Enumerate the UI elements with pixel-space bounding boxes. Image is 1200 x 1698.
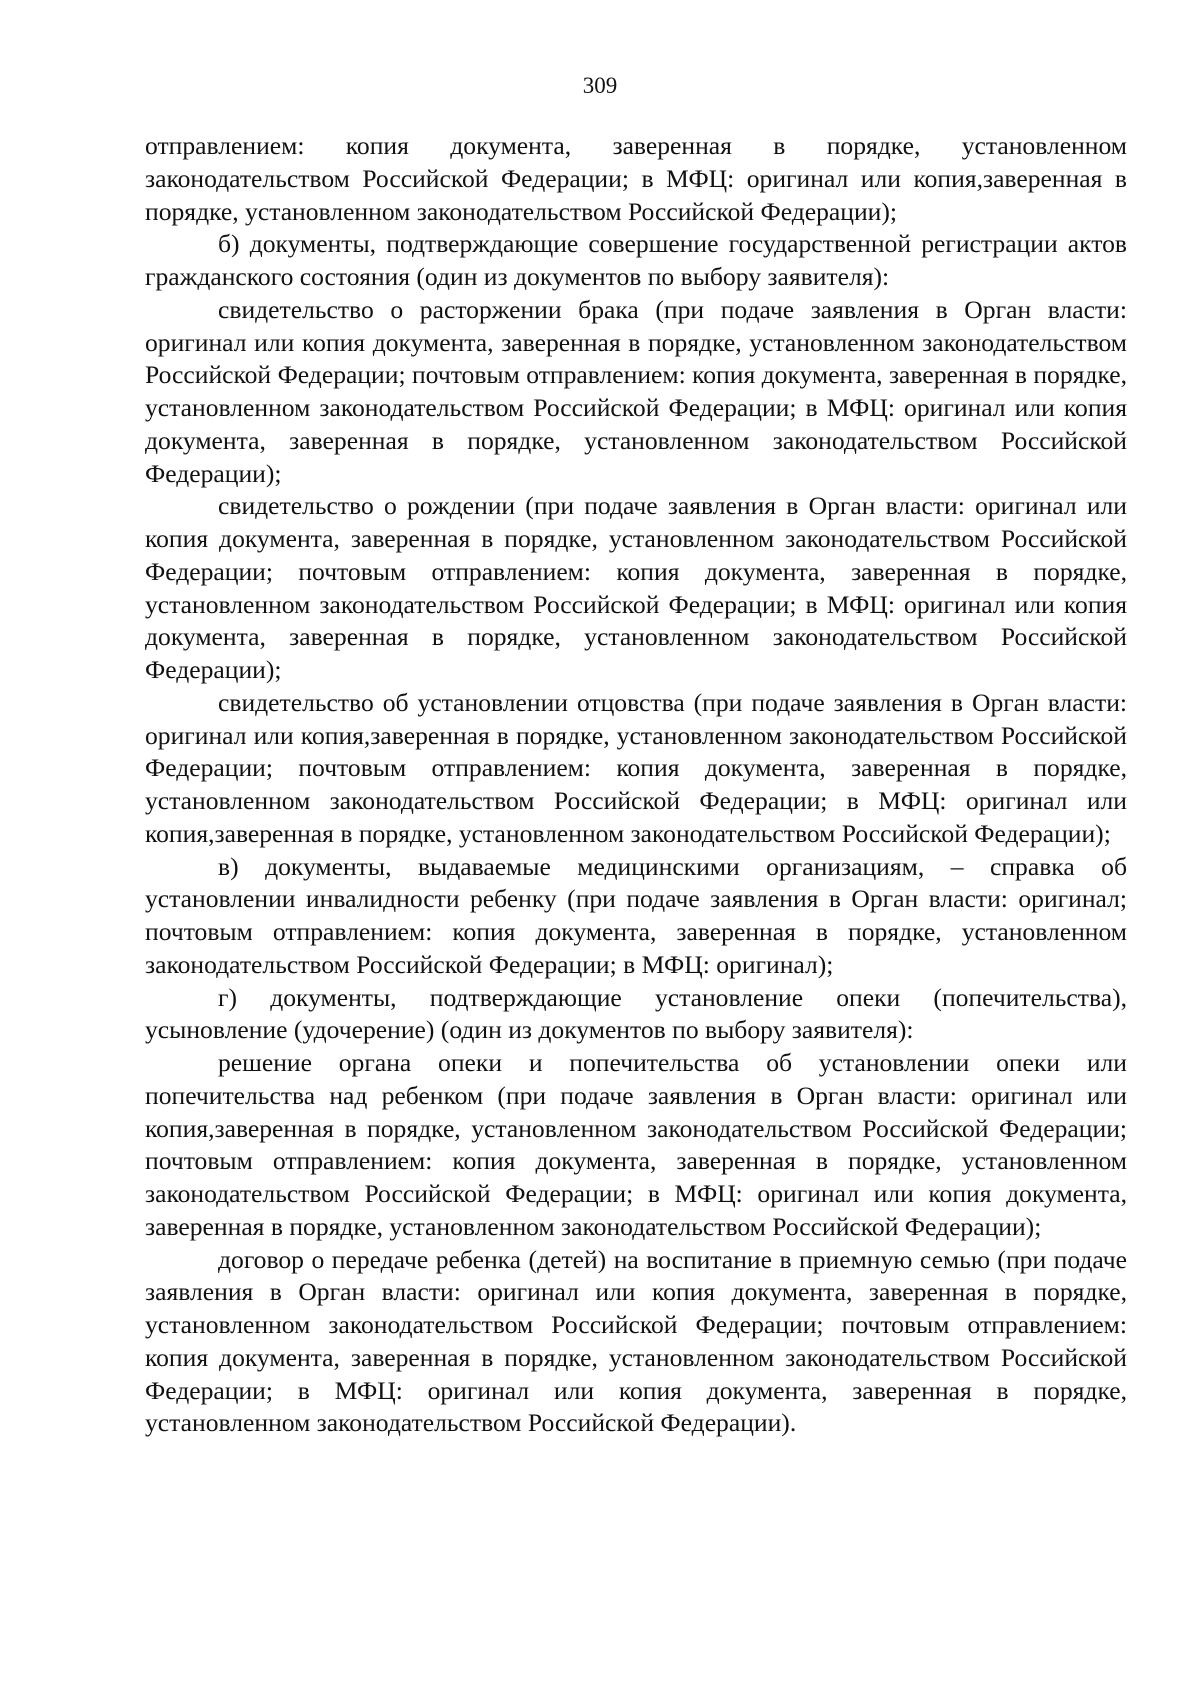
document-body — [145, 130, 1127, 1440]
paragraph-paternity-certificate: свидетельство об установлении отцовства (при подаче заявления в Орган власти: оригинал или копия,заверенная в порядке, установленном законодательством Российской Федерации; почтовым отправлением: копия документа, заверенная в порядке, установленном законодательством Российской Федерации; в МФЦ: оригинал или копия,заверенная в порядке, установленном законодательством Российской Федерации); — [145, 687, 1127, 848]
paragraph-item-v: в) документы, выдаваемые медицинскими организациям, – справка об установлении инвалидности ребенку (при подаче заявления в Орган власти: оригинал; почтовым отправлением: копия документа, заверенная в порядке, установленном законодательством Российской Федерации; в МФЦ: оригинал); — [145, 851, 1127, 979]
paragraph-guardianship-decision: решение органа опеки и попечительства об установлении опеки или попечительства над ребенком (при подаче заявления в Орган власти: оригинал или копия,заверенная в порядке, установленном законодательством Российской Федерации; почтовым отправлением: копия документа, заверенная в порядке, установленном законодательством Российской Федерации; в МФЦ: оригинал или копия документа, заверенная в порядке, установленном законодательством Российской Федерации); — [145, 1048, 1127, 1241]
paragraph-item-g: г) документы, подтверждающие установление опеки (попечительства), усыновление (удочерение) (один из документов по выбору заявителя): — [145, 982, 1127, 1045]
page-number: 309 — [582, 73, 618, 98]
paragraph-continuation: отправлением: копия документа, заверенная в порядке, установленном законодательством Российской Федерации; в МФЦ: оригинал или копия,заверенная в порядке, установленном законодательством Российской Федерации); — [145, 131, 1127, 226]
paragraph-item-b: б) документы, подтверждающие совершение государственной регистрации актов гражданского состояния (один из документов по выбору заявителя): — [145, 229, 1127, 291]
paragraph-foster-family-agreement: договор о передаче ребенка (детей) на воспитание в приемную семью (при подаче заявления в Орган власти: оригинал или копия документа, заверенная в порядке, установленном законодательством Российской Федерации; почтовым отправлением: копия документа, заверенная в порядке, установленном законодательством Российской Федерации; в МФЦ: оригинал или копия документа, заверенная в порядке, установленном законодательством Российской Федерации). — [145, 1244, 1127, 1438]
paragraph-divorce-certificate: свидетельство о расторжении брака (при подаче заявления в Орган власти: оригинал или копия документа, заверенная в порядке, установленном законодательством Российской Федерации; почтовым отправлением: копия документа, заверенная в порядке, установленном законодательством Российской Федерации; в МФЦ: оригинал или копия документа, заверенная в порядке, установленном законодательством Российской Федерации); — [145, 294, 1127, 488]
paragraph-birth-certificate: свидетельство о рождении (при подаче заявления в Орган власти: оригинал или копия документа, заверенная в порядке, установленном законодательством Российской Федерации; почтовым отправлением: копия документа, заверенная в порядке, установленном законодательством Российской Федерации; в МФЦ: оригинал или копия документа, заверенная в порядке, установленном законодательством Российской Федерации); — [145, 491, 1127, 684]
